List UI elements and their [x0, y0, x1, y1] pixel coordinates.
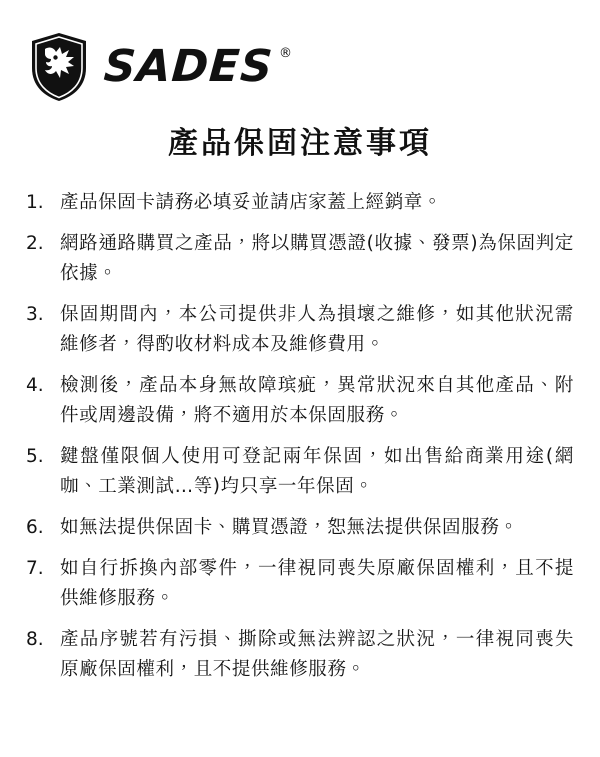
list-item	[26, 442, 574, 502]
list-item-text: 產品序號若有污損、撕除或無法辨認之狀況，一律視同喪失原廠保固權利，且不提供維修服務。	[60, 628, 574, 680]
list-item	[26, 371, 574, 431]
notice-list	[26, 188, 574, 685]
list-item	[26, 513, 574, 543]
list-item-number: 6.	[26, 516, 44, 538]
list-item-number: 8.	[26, 628, 44, 650]
list-item	[26, 625, 574, 685]
list-item-text: 如無法提供保固卡、購買憑證，恕無法提供保固服務。	[60, 516, 519, 538]
list-item	[26, 300, 574, 360]
brand-header	[26, 30, 574, 104]
list-item	[26, 188, 574, 218]
list-item-text: 鍵盤僅限個人使用可登記兩年保固，如出售給商業用途(網咖、工業測試…等)均只享一年保固。	[60, 445, 574, 497]
list-item-text: 保固期間內，本公司提供非人為損壞之維修，如其他狀況需維修者，得酌收材料成本及維修費用。	[60, 303, 574, 355]
sades-wolf-shield-icon	[30, 32, 88, 102]
list-item-text: 網路通路購買之產品，將以購買憑證(收據、發票)為保固判定依據。	[60, 232, 574, 284]
list-item-number: 2.	[26, 232, 44, 254]
list-item-number: 4.	[26, 374, 44, 396]
list-item-number: 5.	[26, 445, 44, 467]
list-item-text: 如自行拆換內部零件，一律視同喪失原廠保固權利，且不提供維修服務。	[60, 557, 574, 609]
list-item-text: 檢測後，產品本身無故障瑸疵，異常狀況來自其他產品、附件或周邊設備，將不適用於本保固服務。	[60, 374, 574, 426]
page-title: 產品保固注意事項	[168, 126, 432, 161]
list-item-text: 產品保固卡請務必填妥並請店家蓋上經銷章。	[60, 192, 443, 213]
list-item	[26, 554, 574, 614]
sades-wordmark	[102, 41, 293, 92]
brand-name: SADES	[102, 41, 275, 92]
list-item-number: 1.	[26, 192, 44, 213]
registered-trademark-icon: ®	[279, 46, 293, 61]
list-item-number: 7.	[26, 557, 44, 579]
list-item-number: 3.	[26, 303, 44, 325]
list-item	[26, 229, 574, 289]
